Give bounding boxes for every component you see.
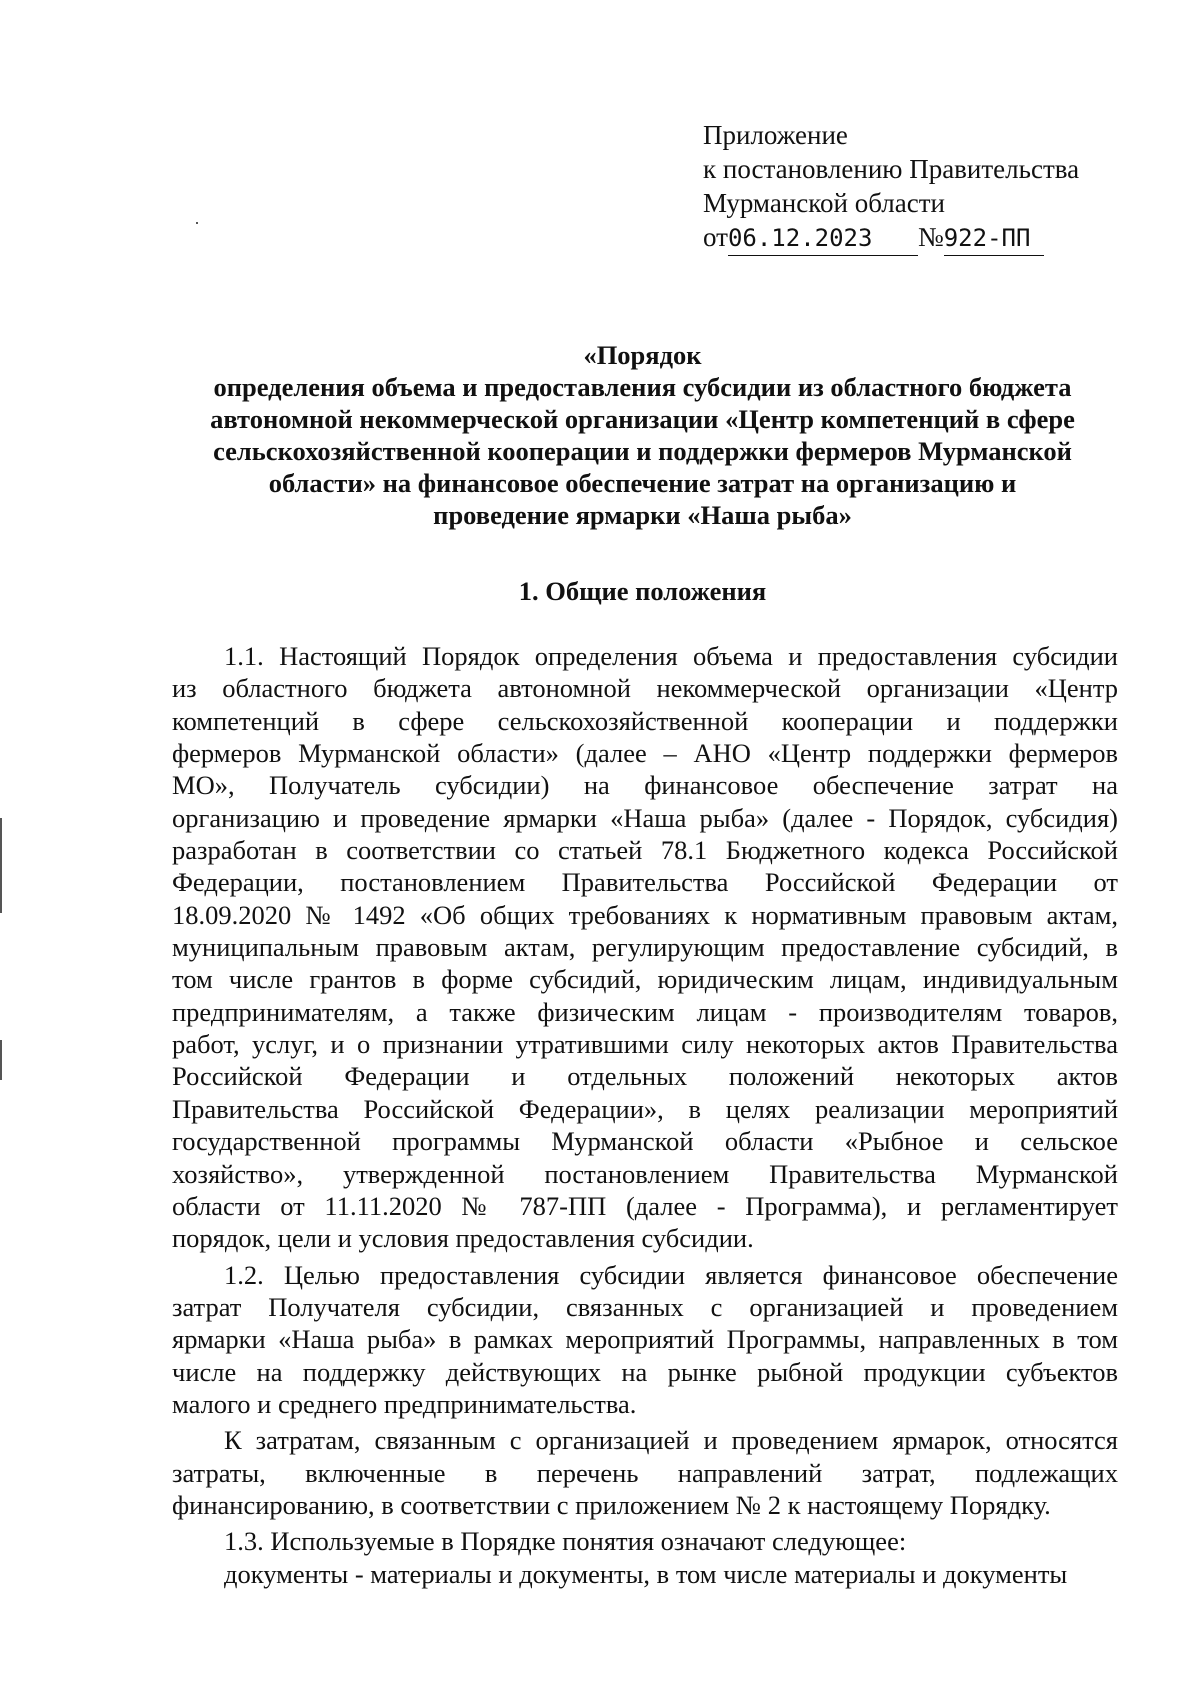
paragraph — [172, 1259, 1118, 1421]
appendix-line: Приложение — [703, 120, 848, 150]
scan-edge-mark — [0, 818, 2, 913]
title-line: проведение ярмарки «Наша рыба» — [433, 500, 852, 530]
paragraph-line: Правительства Российской Федерации», в целях реализации мероприятий — [172, 1093, 1118, 1124]
paragraph-line: работ, услуг, и о признании утратившими силу некоторых актов Правительства — [172, 1029, 1118, 1060]
date-prefix: от — [703, 222, 728, 252]
title-line: определения объема и предоставления субсидии из областного бюджета — [213, 372, 1072, 402]
number-prefix: № — [917, 222, 944, 252]
title-line: области» на финансовое обеспечение затрат на организацию и — [268, 468, 1017, 498]
paragraph-line: Российской Федерации и отдельных положений некоторых актов — [172, 1061, 1118, 1092]
paragraph-line: разработан в соответствии со статьей 78.1 Бюджетного кодекса Российской — [172, 835, 1118, 866]
body-text — [172, 640, 1118, 1590]
paragraph-line: государственной программы Мурманской области «Рыбное и сельское — [172, 1126, 1118, 1157]
scan-speck — [196, 222, 198, 224]
paragraph-line: организацию и проведение ярмарки «Наша рыба» (далее - Порядок, субсидия) — [172, 802, 1118, 833]
paragraph-line: предпринимателям, а также физическим лицам - производителям товаров, — [172, 996, 1118, 1027]
number-field — [944, 220, 1044, 256]
title-line: сельскохозяйственной кооперации и поддержки фермеров Мурманской — [213, 436, 1072, 466]
paragraph-line: затраты, включенные в перечень направлений затрат, подлежащих — [172, 1457, 1118, 1488]
paragraph-line: фермеров Мурманской области» (далее – АНО «Центр поддержки фермеров — [172, 738, 1118, 769]
appendix-date-line — [703, 220, 1079, 256]
paragraph-line: документы - материалы и документы, в том числе материалы и документы — [224, 1558, 1068, 1589]
paragraph — [172, 640, 1118, 1255]
paragraph — [172, 1424, 1118, 1521]
date-value: 06.12.2023 — [727, 224, 873, 252]
appendix-line: Мурманской области — [703, 188, 945, 218]
date-field — [728, 220, 918, 256]
section-heading: 1. Общие положения — [518, 576, 767, 606]
appendix-block — [703, 118, 1079, 256]
paragraph-line: числе на поддержку действующих на рынке рыбной продукции субъектов — [172, 1356, 1118, 1387]
paragraph-line: 18.09.2020 № 1492 «Об общих требованиях к нормативным правовым актам, — [172, 899, 1118, 930]
paragraph-line: области от 11.11.2020 № 787-ПП (далее - Программа), и регламентирует — [172, 1190, 1118, 1221]
paragraph-line: компетенций в сфере сельскохозяйственной кооперации и поддержки — [172, 705, 1118, 736]
paragraph-line: К затратам, связанным с организацией и проведением ярмарок, относятся — [224, 1425, 1118, 1456]
paragraph-line: затрат Получателя субсидии, связанных с организацией и проведением — [172, 1291, 1118, 1322]
paragraph-line: Федерации, постановлением Правительства Российской Федерации от — [172, 867, 1118, 898]
paragraph-line: порядок, цели и условия предоставления субсидии. — [172, 1223, 754, 1254]
paragraph-line: из областного бюджета автономной некоммерческой организации «Центр — [172, 673, 1118, 704]
title-line: «Порядок — [583, 340, 702, 370]
scan-edge-mark — [0, 1040, 2, 1080]
paragraph-line: МО», Получатель субсидии) на финансовое обеспечение затрат на — [172, 770, 1118, 801]
paragraph-line: 1.2. Целью предоставления субсидии является финансовое обеспечение — [224, 1259, 1118, 1290]
paragraph-line: 1.3. Используемые в Порядке понятия означают следующее: — [224, 1526, 907, 1557]
paragraph — [172, 1558, 1118, 1590]
paragraph-line: малого и среднего предпринимательства. — [172, 1388, 637, 1419]
paragraph — [172, 1525, 1118, 1557]
paragraph-line: хозяйство», утвержденной постановлением Правительства Мурманской — [172, 1158, 1118, 1189]
title-line: автономной некоммерческой организации «Центр компетенций в сфере — [210, 404, 1075, 434]
paragraph-line: финансированию, в соответствии с приложением № 2 к настоящему Порядку. — [172, 1489, 1051, 1520]
document-title — [175, 339, 1110, 531]
number-value: 922-ПП — [943, 224, 1031, 252]
paragraph-line: том числе грантов в форме субсидий, юридическим лицам, индивидуальным — [172, 964, 1118, 995]
paragraph-line: 1.1. Настоящий Порядок определения объема и предоставления субсидии — [224, 641, 1118, 671]
paragraph-line: ярмарки «Наша рыба» в рамках мероприятий Программы, направленных в том — [172, 1324, 1118, 1355]
paragraph-line: муниципальным правовым актам, регулирующим предоставление субсидий, в — [172, 932, 1118, 963]
appendix-line: к постановлению Правительства — [703, 154, 1080, 184]
